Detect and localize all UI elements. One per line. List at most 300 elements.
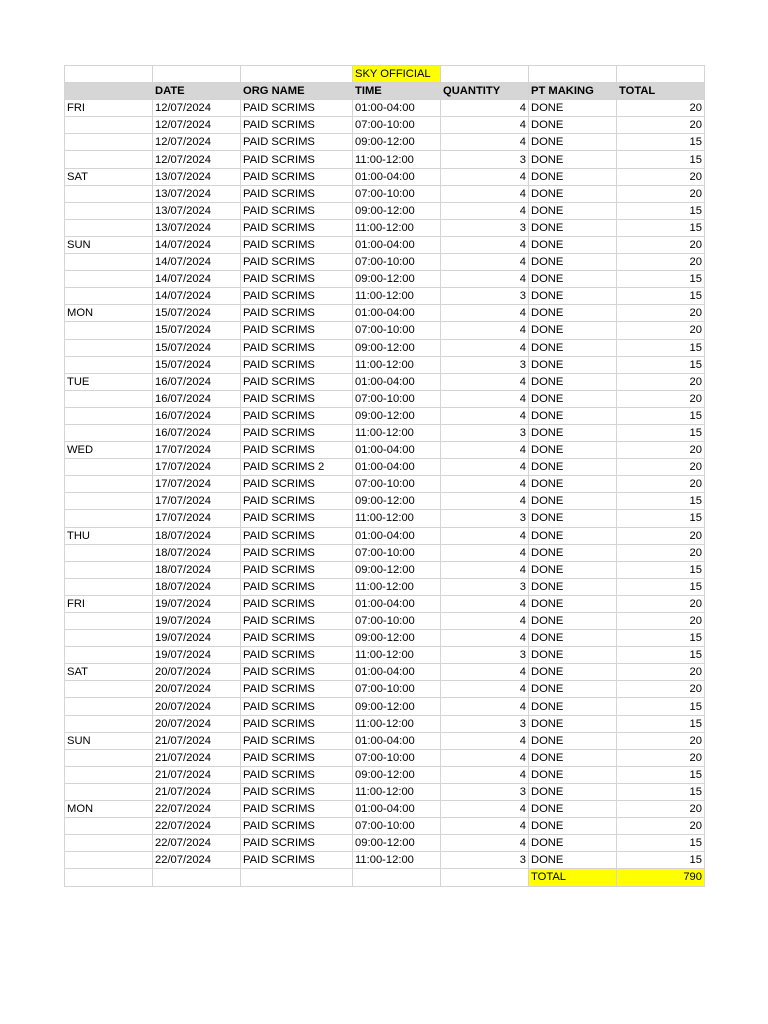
pt-making-cell[interactable]: DONE [529, 732, 617, 749]
pt-making-cell[interactable]: DONE [529, 236, 617, 253]
quantity-cell[interactable]: 4 [441, 493, 529, 510]
date-cell[interactable]: 18/07/2024 [153, 544, 241, 561]
total-cell[interactable]: 15 [617, 356, 705, 373]
time-cell[interactable]: 11:00-12:00 [353, 852, 441, 869]
org-name-cell[interactable]: PAID SCRIMS [241, 305, 353, 322]
org-name-cell[interactable]: PAID SCRIMS [241, 578, 353, 595]
day-cell[interactable] [65, 544, 153, 561]
quantity-cell[interactable]: 4 [441, 476, 529, 493]
date-cell[interactable]: 22/07/2024 [153, 801, 241, 818]
sheet-title-cell[interactable]: SKY OFFICIAL [353, 66, 441, 83]
time-cell[interactable]: 09:00-12:00 [353, 339, 441, 356]
quantity-cell[interactable]: 4 [441, 595, 529, 612]
org-name-cell[interactable]: PAID SCRIMS [241, 664, 353, 681]
org-name-cell[interactable]: PAID SCRIMS [241, 527, 353, 544]
quantity-cell[interactable]: 4 [441, 202, 529, 219]
total-cell[interactable]: 20 [617, 390, 705, 407]
total-cell[interactable]: 20 [617, 236, 705, 253]
day-cell[interactable] [65, 202, 153, 219]
total-cell[interactable]: 20 [617, 681, 705, 698]
time-cell[interactable]: 07:00-10:00 [353, 681, 441, 698]
pt-making-cell[interactable]: DONE [529, 698, 617, 715]
day-cell[interactable] [65, 288, 153, 305]
day-cell[interactable] [65, 561, 153, 578]
quantity-cell[interactable]: 3 [441, 219, 529, 236]
total-cell[interactable]: 15 [617, 578, 705, 595]
pt-making-cell[interactable]: DONE [529, 185, 617, 202]
date-cell[interactable]: 20/07/2024 [153, 681, 241, 698]
total-cell[interactable]: 15 [617, 766, 705, 783]
quantity-cell[interactable]: 4 [441, 134, 529, 151]
total-cell[interactable]: 15 [617, 134, 705, 151]
header-cell-pt-making[interactable]: PT MAKING [529, 83, 617, 100]
org-name-cell[interactable]: PAID SCRIMS [241, 168, 353, 185]
pt-making-cell[interactable]: DONE [529, 595, 617, 612]
date-cell[interactable]: 16/07/2024 [153, 373, 241, 390]
header-cell-quantity[interactable]: QUANTITY [441, 83, 529, 100]
day-cell[interactable] [65, 390, 153, 407]
org-name-cell[interactable]: PAID SCRIMS [241, 100, 353, 117]
time-cell[interactable]: 07:00-10:00 [353, 117, 441, 134]
org-name-cell[interactable]: PAID SCRIMS [241, 732, 353, 749]
day-cell[interactable] [65, 151, 153, 168]
quantity-cell[interactable]: 4 [441, 527, 529, 544]
org-name-cell[interactable]: PAID SCRIMS [241, 783, 353, 800]
empty-cell[interactable] [441, 66, 529, 83]
org-name-cell[interactable]: PAID SCRIMS [241, 271, 353, 288]
time-cell[interactable]: 09:00-12:00 [353, 698, 441, 715]
quantity-cell[interactable]: 4 [441, 544, 529, 561]
total-cell[interactable]: 20 [617, 595, 705, 612]
org-name-cell[interactable]: PAID SCRIMS [241, 254, 353, 271]
org-name-cell[interactable]: PAID SCRIMS [241, 236, 353, 253]
day-cell[interactable] [65, 322, 153, 339]
org-name-cell[interactable]: PAID SCRIMS [241, 373, 353, 390]
total-cell[interactable]: 20 [617, 527, 705, 544]
time-cell[interactable]: 01:00-04:00 [353, 373, 441, 390]
pt-making-cell[interactable]: DONE [529, 373, 617, 390]
total-cell[interactable]: 15 [617, 202, 705, 219]
time-cell[interactable]: 11:00-12:00 [353, 151, 441, 168]
total-cell[interactable]: 15 [617, 835, 705, 852]
empty-cell[interactable] [617, 66, 705, 83]
quantity-cell[interactable]: 4 [441, 801, 529, 818]
org-name-cell[interactable]: PAID SCRIMS [241, 288, 353, 305]
total-cell[interactable]: 20 [617, 801, 705, 818]
date-cell[interactable]: 17/07/2024 [153, 459, 241, 476]
pt-making-cell[interactable]: DONE [529, 561, 617, 578]
time-cell[interactable]: 07:00-10:00 [353, 544, 441, 561]
date-cell[interactable]: 21/07/2024 [153, 749, 241, 766]
day-cell[interactable] [65, 254, 153, 271]
day-cell[interactable]: FRI [65, 595, 153, 612]
day-cell[interactable] [65, 424, 153, 441]
total-cell[interactable]: 15 [617, 715, 705, 732]
time-cell[interactable]: 11:00-12:00 [353, 356, 441, 373]
total-cell[interactable]: 15 [617, 271, 705, 288]
pt-making-cell[interactable]: DONE [529, 390, 617, 407]
quantity-cell[interactable]: 4 [441, 818, 529, 835]
total-cell[interactable]: 20 [617, 732, 705, 749]
date-cell[interactable]: 13/07/2024 [153, 219, 241, 236]
total-cell[interactable]: 15 [617, 698, 705, 715]
pt-making-cell[interactable]: DONE [529, 647, 617, 664]
date-cell[interactable]: 17/07/2024 [153, 493, 241, 510]
date-cell[interactable]: 18/07/2024 [153, 561, 241, 578]
empty-cell[interactable] [529, 66, 617, 83]
date-cell[interactable]: 16/07/2024 [153, 424, 241, 441]
date-cell[interactable]: 14/07/2024 [153, 288, 241, 305]
time-cell[interactable]: 07:00-10:00 [353, 185, 441, 202]
date-cell[interactable]: 20/07/2024 [153, 715, 241, 732]
total-cell[interactable]: 15 [617, 288, 705, 305]
org-name-cell[interactable]: PAID SCRIMS [241, 749, 353, 766]
empty-cell[interactable] [153, 66, 241, 83]
quantity-cell[interactable]: 3 [441, 578, 529, 595]
time-cell[interactable]: 09:00-12:00 [353, 561, 441, 578]
time-cell[interactable]: 01:00-04:00 [353, 732, 441, 749]
pt-making-cell[interactable]: DONE [529, 715, 617, 732]
day-cell[interactable] [65, 698, 153, 715]
date-cell[interactable]: 16/07/2024 [153, 390, 241, 407]
quantity-cell[interactable]: 3 [441, 510, 529, 527]
header-cell-total[interactable]: TOTAL [617, 83, 705, 100]
day-cell[interactable] [65, 613, 153, 630]
day-cell[interactable]: WED [65, 442, 153, 459]
quantity-cell[interactable]: 4 [441, 681, 529, 698]
day-cell[interactable] [65, 681, 153, 698]
date-cell[interactable]: 21/07/2024 [153, 783, 241, 800]
quantity-cell[interactable]: 4 [441, 390, 529, 407]
pt-making-cell[interactable]: DONE [529, 766, 617, 783]
pt-making-cell[interactable]: DONE [529, 271, 617, 288]
pt-making-cell[interactable]: DONE [529, 852, 617, 869]
day-cell[interactable] [65, 749, 153, 766]
org-name-cell[interactable]: PAID SCRIMS [241, 134, 353, 151]
pt-making-cell[interactable]: DONE [529, 510, 617, 527]
org-name-cell[interactable]: PAID SCRIMS [241, 322, 353, 339]
time-cell[interactable]: 01:00-04:00 [353, 801, 441, 818]
day-cell[interactable]: SUN [65, 236, 153, 253]
total-cell[interactable]: 15 [617, 407, 705, 424]
pt-making-cell[interactable]: DONE [529, 527, 617, 544]
pt-making-cell[interactable]: DONE [529, 424, 617, 441]
time-cell[interactable]: 07:00-10:00 [353, 476, 441, 493]
header-cell-org[interactable]: ORG NAME [241, 83, 353, 100]
quantity-cell[interactable]: 4 [441, 168, 529, 185]
empty-cell[interactable] [241, 869, 353, 886]
day-cell[interactable]: SUN [65, 732, 153, 749]
day-cell[interactable] [65, 407, 153, 424]
total-cell[interactable]: 20 [617, 442, 705, 459]
empty-cell[interactable] [65, 66, 153, 83]
date-cell[interactable]: 20/07/2024 [153, 664, 241, 681]
pt-making-cell[interactable]: DONE [529, 288, 617, 305]
org-name-cell[interactable]: PAID SCRIMS [241, 117, 353, 134]
total-cell[interactable]: 20 [617, 254, 705, 271]
total-cell[interactable]: 20 [617, 305, 705, 322]
empty-cell[interactable] [241, 66, 353, 83]
org-name-cell[interactable]: PAID SCRIMS [241, 544, 353, 561]
total-cell[interactable]: 20 [617, 544, 705, 561]
quantity-cell[interactable]: 4 [441, 254, 529, 271]
org-name-cell[interactable]: PAID SCRIMS [241, 835, 353, 852]
empty-cell[interactable] [353, 869, 441, 886]
quantity-cell[interactable]: 4 [441, 664, 529, 681]
quantity-cell[interactable]: 4 [441, 613, 529, 630]
date-cell[interactable]: 17/07/2024 [153, 442, 241, 459]
org-name-cell[interactable]: PAID SCRIMS 2 [241, 459, 353, 476]
time-cell[interactable]: 09:00-12:00 [353, 493, 441, 510]
time-cell[interactable]: 01:00-04:00 [353, 100, 441, 117]
quantity-cell[interactable]: 4 [441, 630, 529, 647]
day-cell[interactable] [65, 835, 153, 852]
org-name-cell[interactable]: PAID SCRIMS [241, 407, 353, 424]
pt-making-cell[interactable]: DONE [529, 134, 617, 151]
grand-total-value[interactable]: 790 [617, 869, 705, 886]
org-name-cell[interactable]: PAID SCRIMS [241, 424, 353, 441]
time-cell[interactable]: 11:00-12:00 [353, 424, 441, 441]
total-cell[interactable]: 15 [617, 219, 705, 236]
day-cell[interactable] [65, 647, 153, 664]
quantity-cell[interactable]: 4 [441, 835, 529, 852]
quantity-cell[interactable]: 4 [441, 322, 529, 339]
time-cell[interactable]: 11:00-12:00 [353, 647, 441, 664]
date-cell[interactable]: 14/07/2024 [153, 254, 241, 271]
quantity-cell[interactable]: 4 [441, 373, 529, 390]
org-name-cell[interactable]: PAID SCRIMS [241, 630, 353, 647]
date-cell[interactable]: 15/07/2024 [153, 356, 241, 373]
date-cell[interactable]: 12/07/2024 [153, 151, 241, 168]
pt-making-cell[interactable]: DONE [529, 202, 617, 219]
time-cell[interactable]: 09:00-12:00 [353, 407, 441, 424]
date-cell[interactable]: 15/07/2024 [153, 305, 241, 322]
date-cell[interactable]: 15/07/2024 [153, 322, 241, 339]
day-cell[interactable] [65, 339, 153, 356]
date-cell[interactable]: 20/07/2024 [153, 698, 241, 715]
pt-making-cell[interactable]: DONE [529, 219, 617, 236]
total-cell[interactable]: 15 [617, 339, 705, 356]
quantity-cell[interactable]: 3 [441, 356, 529, 373]
org-name-cell[interactable]: PAID SCRIMS [241, 510, 353, 527]
quantity-cell[interactable]: 3 [441, 852, 529, 869]
quantity-cell[interactable]: 4 [441, 117, 529, 134]
date-cell[interactable]: 14/07/2024 [153, 271, 241, 288]
date-cell[interactable]: 12/07/2024 [153, 134, 241, 151]
header-cell-time[interactable]: TIME [353, 83, 441, 100]
header-cell-date[interactable]: DATE [153, 83, 241, 100]
pt-making-cell[interactable]: DONE [529, 835, 617, 852]
org-name-cell[interactable]: PAID SCRIMS [241, 339, 353, 356]
org-name-cell[interactable]: PAID SCRIMS [241, 852, 353, 869]
total-cell[interactable]: 20 [617, 373, 705, 390]
quantity-cell[interactable]: 4 [441, 305, 529, 322]
time-cell[interactable]: 01:00-04:00 [353, 664, 441, 681]
empty-cell[interactable] [65, 869, 153, 886]
org-name-cell[interactable]: PAID SCRIMS [241, 219, 353, 236]
total-cell[interactable]: 20 [617, 749, 705, 766]
day-cell[interactable] [65, 783, 153, 800]
org-name-cell[interactable]: PAID SCRIMS [241, 476, 353, 493]
org-name-cell[interactable]: PAID SCRIMS [241, 390, 353, 407]
quantity-cell[interactable]: 4 [441, 442, 529, 459]
date-cell[interactable]: 19/07/2024 [153, 613, 241, 630]
total-cell[interactable]: 15 [617, 561, 705, 578]
day-cell[interactable] [65, 630, 153, 647]
pt-making-cell[interactable]: DONE [529, 305, 617, 322]
quantity-cell[interactable]: 4 [441, 459, 529, 476]
time-cell[interactable]: 01:00-04:00 [353, 527, 441, 544]
org-name-cell[interactable]: PAID SCRIMS [241, 647, 353, 664]
header-cell-day[interactable] [65, 83, 153, 100]
date-cell[interactable]: 19/07/2024 [153, 647, 241, 664]
date-cell[interactable]: 16/07/2024 [153, 407, 241, 424]
day-cell[interactable] [65, 134, 153, 151]
pt-making-cell[interactable]: DONE [529, 801, 617, 818]
total-cell[interactable]: 20 [617, 664, 705, 681]
pt-making-cell[interactable]: DONE [529, 783, 617, 800]
time-cell[interactable]: 01:00-04:00 [353, 236, 441, 253]
org-name-cell[interactable]: PAID SCRIMS [241, 698, 353, 715]
day-cell[interactable] [65, 185, 153, 202]
day-cell[interactable] [65, 852, 153, 869]
quantity-cell[interactable]: 4 [441, 271, 529, 288]
org-name-cell[interactable]: PAID SCRIMS [241, 681, 353, 698]
org-name-cell[interactable]: PAID SCRIMS [241, 356, 353, 373]
day-cell[interactable]: FRI [65, 100, 153, 117]
quantity-cell[interactable]: 3 [441, 288, 529, 305]
pt-making-cell[interactable]: DONE [529, 681, 617, 698]
total-cell[interactable]: 15 [617, 151, 705, 168]
time-cell[interactable]: 07:00-10:00 [353, 749, 441, 766]
org-name-cell[interactable]: PAID SCRIMS [241, 613, 353, 630]
time-cell[interactable]: 09:00-12:00 [353, 134, 441, 151]
empty-cell[interactable] [153, 869, 241, 886]
total-cell[interactable]: 15 [617, 510, 705, 527]
quantity-cell[interactable]: 3 [441, 424, 529, 441]
time-cell[interactable]: 09:00-12:00 [353, 835, 441, 852]
time-cell[interactable]: 07:00-10:00 [353, 390, 441, 407]
org-name-cell[interactable]: PAID SCRIMS [241, 766, 353, 783]
time-cell[interactable]: 09:00-12:00 [353, 630, 441, 647]
total-cell[interactable]: 15 [617, 630, 705, 647]
time-cell[interactable]: 01:00-04:00 [353, 459, 441, 476]
date-cell[interactable]: 21/07/2024 [153, 766, 241, 783]
pt-making-cell[interactable]: DONE [529, 664, 617, 681]
date-cell[interactable]: 21/07/2024 [153, 732, 241, 749]
day-cell[interactable]: MON [65, 801, 153, 818]
date-cell[interactable]: 17/07/2024 [153, 510, 241, 527]
date-cell[interactable]: 14/07/2024 [153, 236, 241, 253]
org-name-cell[interactable]: PAID SCRIMS [241, 185, 353, 202]
time-cell[interactable]: 11:00-12:00 [353, 578, 441, 595]
time-cell[interactable]: 11:00-12:00 [353, 288, 441, 305]
total-cell[interactable]: 20 [617, 185, 705, 202]
date-cell[interactable]: 22/07/2024 [153, 818, 241, 835]
day-cell[interactable] [65, 356, 153, 373]
pt-making-cell[interactable]: DONE [529, 254, 617, 271]
date-cell[interactable]: 12/07/2024 [153, 117, 241, 134]
pt-making-cell[interactable]: DONE [529, 168, 617, 185]
time-cell[interactable]: 09:00-12:00 [353, 766, 441, 783]
date-cell[interactable]: 18/07/2024 [153, 527, 241, 544]
time-cell[interactable]: 01:00-04:00 [353, 305, 441, 322]
org-name-cell[interactable]: PAID SCRIMS [241, 801, 353, 818]
total-cell[interactable]: 15 [617, 424, 705, 441]
org-name-cell[interactable]: PAID SCRIMS [241, 595, 353, 612]
pt-making-cell[interactable]: DONE [529, 339, 617, 356]
day-cell[interactable] [65, 578, 153, 595]
date-cell[interactable]: 22/07/2024 [153, 835, 241, 852]
total-cell[interactable]: 20 [617, 322, 705, 339]
pt-making-cell[interactable]: DONE [529, 322, 617, 339]
pt-making-cell[interactable]: DONE [529, 476, 617, 493]
org-name-cell[interactable]: PAID SCRIMS [241, 442, 353, 459]
quantity-cell[interactable]: 4 [441, 561, 529, 578]
pt-making-cell[interactable]: DONE [529, 578, 617, 595]
org-name-cell[interactable]: PAID SCRIMS [241, 715, 353, 732]
time-cell[interactable]: 11:00-12:00 [353, 715, 441, 732]
pt-making-cell[interactable]: DONE [529, 442, 617, 459]
grand-total-label[interactable]: TOTAL [529, 869, 617, 886]
quantity-cell[interactable]: 3 [441, 783, 529, 800]
day-cell[interactable]: SAT [65, 664, 153, 681]
quantity-cell[interactable]: 4 [441, 749, 529, 766]
org-name-cell[interactable]: PAID SCRIMS [241, 493, 353, 510]
day-cell[interactable]: SAT [65, 168, 153, 185]
quantity-cell[interactable]: 4 [441, 407, 529, 424]
total-cell[interactable]: 15 [617, 852, 705, 869]
quantity-cell[interactable]: 3 [441, 715, 529, 732]
date-cell[interactable]: 22/07/2024 [153, 852, 241, 869]
quantity-cell[interactable]: 4 [441, 339, 529, 356]
quantity-cell[interactable]: 4 [441, 100, 529, 117]
total-cell[interactable]: 20 [617, 476, 705, 493]
day-cell[interactable]: TUE [65, 373, 153, 390]
quantity-cell[interactable]: 3 [441, 647, 529, 664]
total-cell[interactable]: 20 [617, 100, 705, 117]
date-cell[interactable]: 18/07/2024 [153, 578, 241, 595]
quantity-cell[interactable]: 4 [441, 698, 529, 715]
total-cell[interactable]: 20 [617, 117, 705, 134]
pt-making-cell[interactable]: DONE [529, 818, 617, 835]
time-cell[interactable]: 01:00-04:00 [353, 168, 441, 185]
date-cell[interactable]: 19/07/2024 [153, 630, 241, 647]
time-cell[interactable]: 01:00-04:00 [353, 442, 441, 459]
pt-making-cell[interactable]: DONE [529, 630, 617, 647]
time-cell[interactable]: 09:00-12:00 [353, 202, 441, 219]
pt-making-cell[interactable]: DONE [529, 117, 617, 134]
date-cell[interactable]: 13/07/2024 [153, 202, 241, 219]
day-cell[interactable] [65, 493, 153, 510]
day-cell[interactable] [65, 715, 153, 732]
date-cell[interactable]: 19/07/2024 [153, 595, 241, 612]
org-name-cell[interactable]: PAID SCRIMS [241, 818, 353, 835]
time-cell[interactable]: 11:00-12:00 [353, 510, 441, 527]
day-cell[interactable] [65, 271, 153, 288]
pt-making-cell[interactable]: DONE [529, 613, 617, 630]
day-cell[interactable] [65, 818, 153, 835]
time-cell[interactable]: 09:00-12:00 [353, 271, 441, 288]
day-cell[interactable]: THU [65, 527, 153, 544]
day-cell[interactable] [65, 459, 153, 476]
date-cell[interactable]: 12/07/2024 [153, 100, 241, 117]
time-cell[interactable]: 07:00-10:00 [353, 322, 441, 339]
day-cell[interactable]: MON [65, 305, 153, 322]
org-name-cell[interactable]: PAID SCRIMS [241, 202, 353, 219]
date-cell[interactable]: 13/07/2024 [153, 168, 241, 185]
day-cell[interactable] [65, 510, 153, 527]
